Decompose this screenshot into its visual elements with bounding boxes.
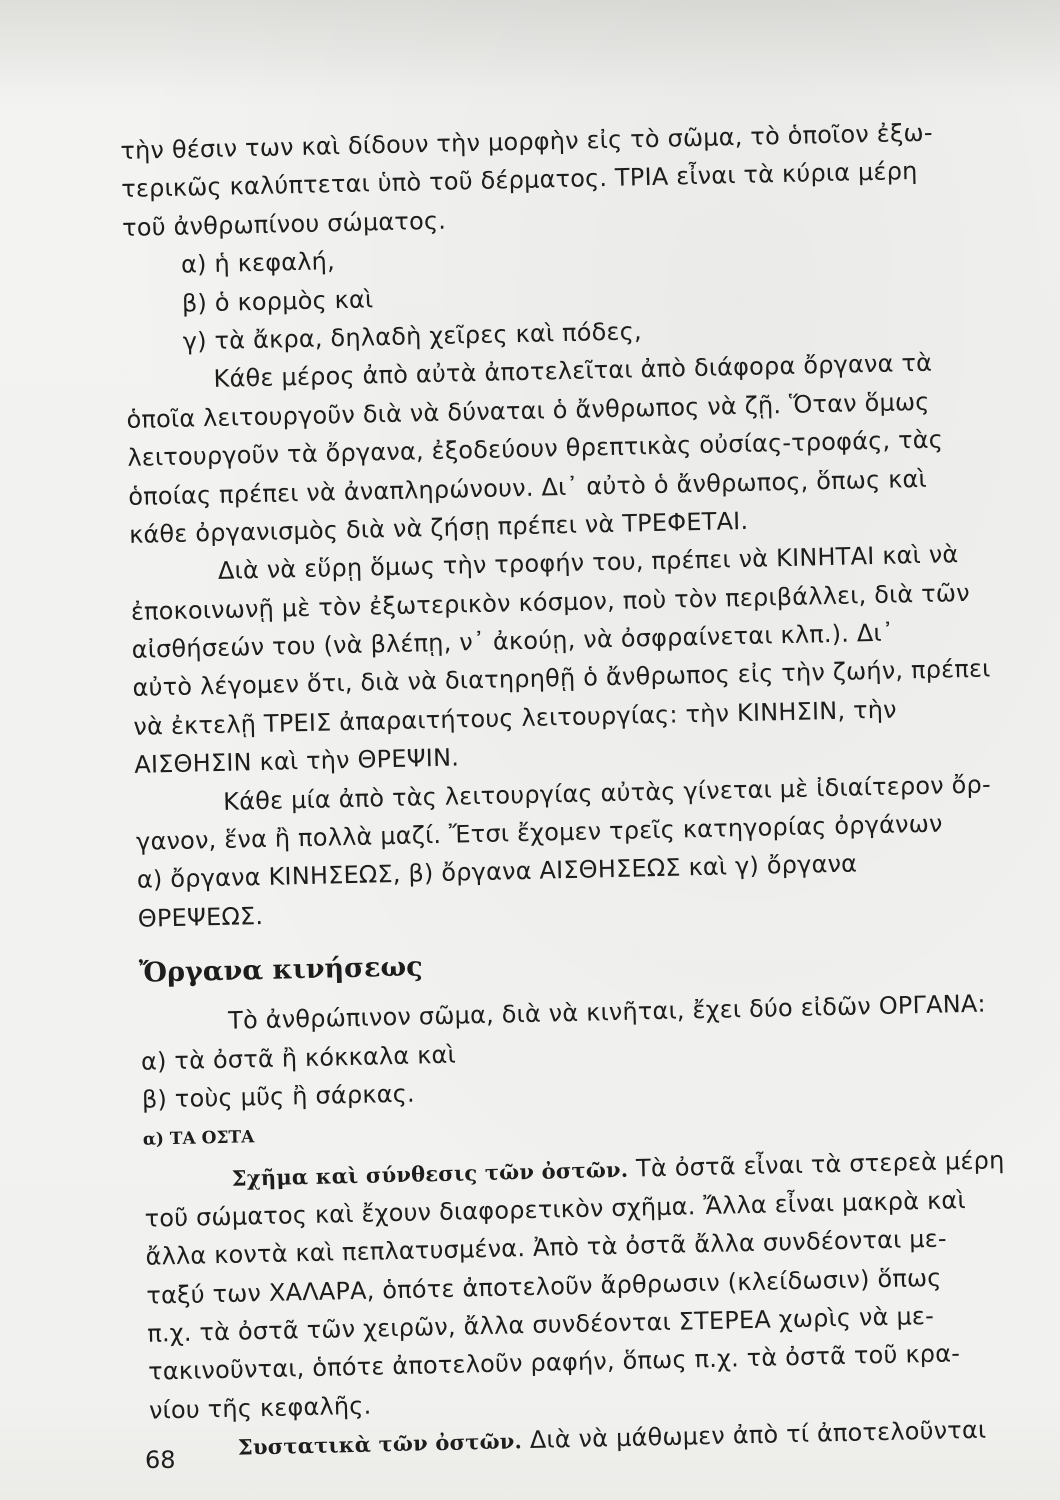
text-line: ἄλλα κοντὰ καὶ πεπλατυσμένα. Ἀπὸ τὰ ὀστᾶ ἄλλα συνδέονται με-: [145, 1224, 948, 1271]
text-line: αὐτὸ λέγομεν ὅτι, διὰ νὰ διατηρηθῇ ὁ ἄνθρωπος εἰς τὴν ζωήν, πρέπει: [132, 654, 991, 703]
text-line: ὁποῖα λειτουργοῦν διὰ νὰ δύναται ὁ ἄνθρωπος νὰ ζῇ. Ὅταν ὅμως: [126, 387, 930, 434]
text-line: ἐποκοινωνῇ μὲ τὸν ἐξωτερικὸν κόσμον, ποὺ τὸν περιβάλλει, διὰ τῶν: [130, 578, 971, 626]
page-body: [120, 112, 1010, 1468]
paragraph-text: Τὰ ὀστᾶ εἶναι τὰ στερεὰ μέρη: [635, 1146, 1005, 1183]
text-line: Διὰ νὰ εὕρῃ ὅμως τὴν τροφήν του, πρέπει νὰ ΚΙΝΗΤΑΙ καὶ νὰ: [217, 540, 959, 586]
text-line: κάθε ὀργανισμὸς διὰ νὰ ζήσῃ πρέπει νὰ ΤΡΕΦΕΤΑΙ.: [128, 506, 749, 549]
bleed-through-shadow: [0, 0, 1060, 110]
text-line: ὁποίας πρέπει νὰ ἀναπληρώνουν. Δι᾽ αὐτὸ ὁ ἄνθρωπος, ὅπως καὶ: [127, 464, 928, 511]
list-item: β) ὁ κορμὸς καὶ: [181, 284, 374, 318]
text-line: τοῦ σώματος καὶ ἔχουν διαφορετικὸν σχῆμα. Ἄλλα εἶναι μακρὰ καὶ: [144, 1185, 967, 1233]
paragraph-lead: Συστατικὰ τῶν ὀστῶν.: [237, 1428, 523, 1460]
list-item: γ) τὰ ἄκρα, δηλαδὴ χεῖρες καὶ πόδες,: [182, 317, 643, 356]
paragraph-lead: Σχῆμα καὶ σύνθεσις τῶν ὀστῶν.: [231, 1157, 629, 1192]
text-line: τὴν θέσιν των καὶ δίδουν τὴν μορφὴν εἰς τὸ σῶμα, τὸ ὁποῖον ἐξω-: [120, 118, 933, 165]
text-line: τακινοῦνται, ὁπότε ἀποτελοῦν ραφήν, ὅπως π.χ. τὰ ὀστᾶ τοῦ κρα-: [147, 1339, 961, 1387]
text-line: Κάθε μέρος ἀπὸ αὐτὰ ἀποτελεῖται ἀπὸ διάφορα ὄργανα τὰ: [213, 348, 933, 394]
text-line: νίου τῆς κεφαλῆς.: [148, 1391, 372, 1425]
paragraph-text: Διὰ νὰ μάθωμεν ἀπὸ τί ἀποτελοῦνται: [529, 1415, 987, 1455]
text-line: ταξύ των ΧΑΛΑΡΑ, ὁπότε ἀποτελοῦν ἄρθρωσιν (κλείδωσιν) ὅπως: [146, 1263, 942, 1310]
text-line: α) ὄργανα ΚΙΝΗΣΕΩΣ, β) ὄργανα ΑΙΣΘΗΣΕΩΣ καὶ γ) ὄργανα: [136, 849, 858, 895]
list-item: α) ἡ κεφαλή,: [180, 247, 336, 279]
section-heading: Ὄργανα κινήσεως: [138, 951, 423, 989]
subsection-heading: α) ΤΑ ΟΣΤΑ: [142, 1127, 255, 1151]
page-number: 68: [145, 1446, 176, 1474]
text-line: τοῦ ἀνθρωπίνου σώματος.: [121, 206, 447, 242]
text-line: αἰσθήσεών του (νὰ βλέπῃ, ν᾽ ἀκούῃ, νὰ ὀσφραίνεται κλπ.). Δι᾽: [131, 618, 895, 664]
text-line: νὰ ἐκτελῇ ΤΡΕΙΣ ἀπαραιτήτους λειτουργίας: τὴν ΚΙΝΗΣΙΝ, τὴν: [133, 695, 898, 741]
text-line: Τὸ ἀνθρώπινον σῶμα, διὰ νὰ κινῆται, ἔχει δύο εἰδῶν ΟΡΓΑΝΑ:: [227, 989, 987, 1035]
text-line: ΑΙΣΘΗΣΙΝ καὶ τὴν ΘΡΕΨΙΝ.: [134, 743, 460, 780]
list-item: α) τὰ ὀστᾶ ἢ κόκκαλα καὶ: [140, 1040, 457, 1076]
list-item: β) τοὺς μῦς ἢ σάρκας.: [141, 1079, 416, 1114]
text-line: π.χ. τὰ ὀστᾶ τῶν χειρῶν, ἄλλα συνδέονται ΣΤΕΡΕΑ χωρὶς νὰ με-: [146, 1301, 935, 1348]
text-line: γανον, ἕνα ἢ πολλὰ μαζί. Ἔτσι ἔχομεν τρεῖς κατηγορίας ὀργάνων: [135, 809, 943, 856]
text-line: τερικῶς καλύπτεται ὑπὸ τοῦ δέρματος. ΤΡΙΑ εἶναι τὰ κύρια μέρη: [120, 157, 918, 204]
text-line: Κάθε μία ἀπὸ τὰς λειτουργίας αὐτὰς γίνεται μὲ ἰδιαίτερον ὄρ-: [222, 770, 992, 816]
text-line: λειτουργοῦν τὰ ὄργανα, ἐξοδεύουν θρεπτικὰς οὐσίας-τροφάς, τὰς: [127, 425, 944, 473]
text-line: ΘΡΕΨΕΩΣ.: [137, 901, 264, 933]
